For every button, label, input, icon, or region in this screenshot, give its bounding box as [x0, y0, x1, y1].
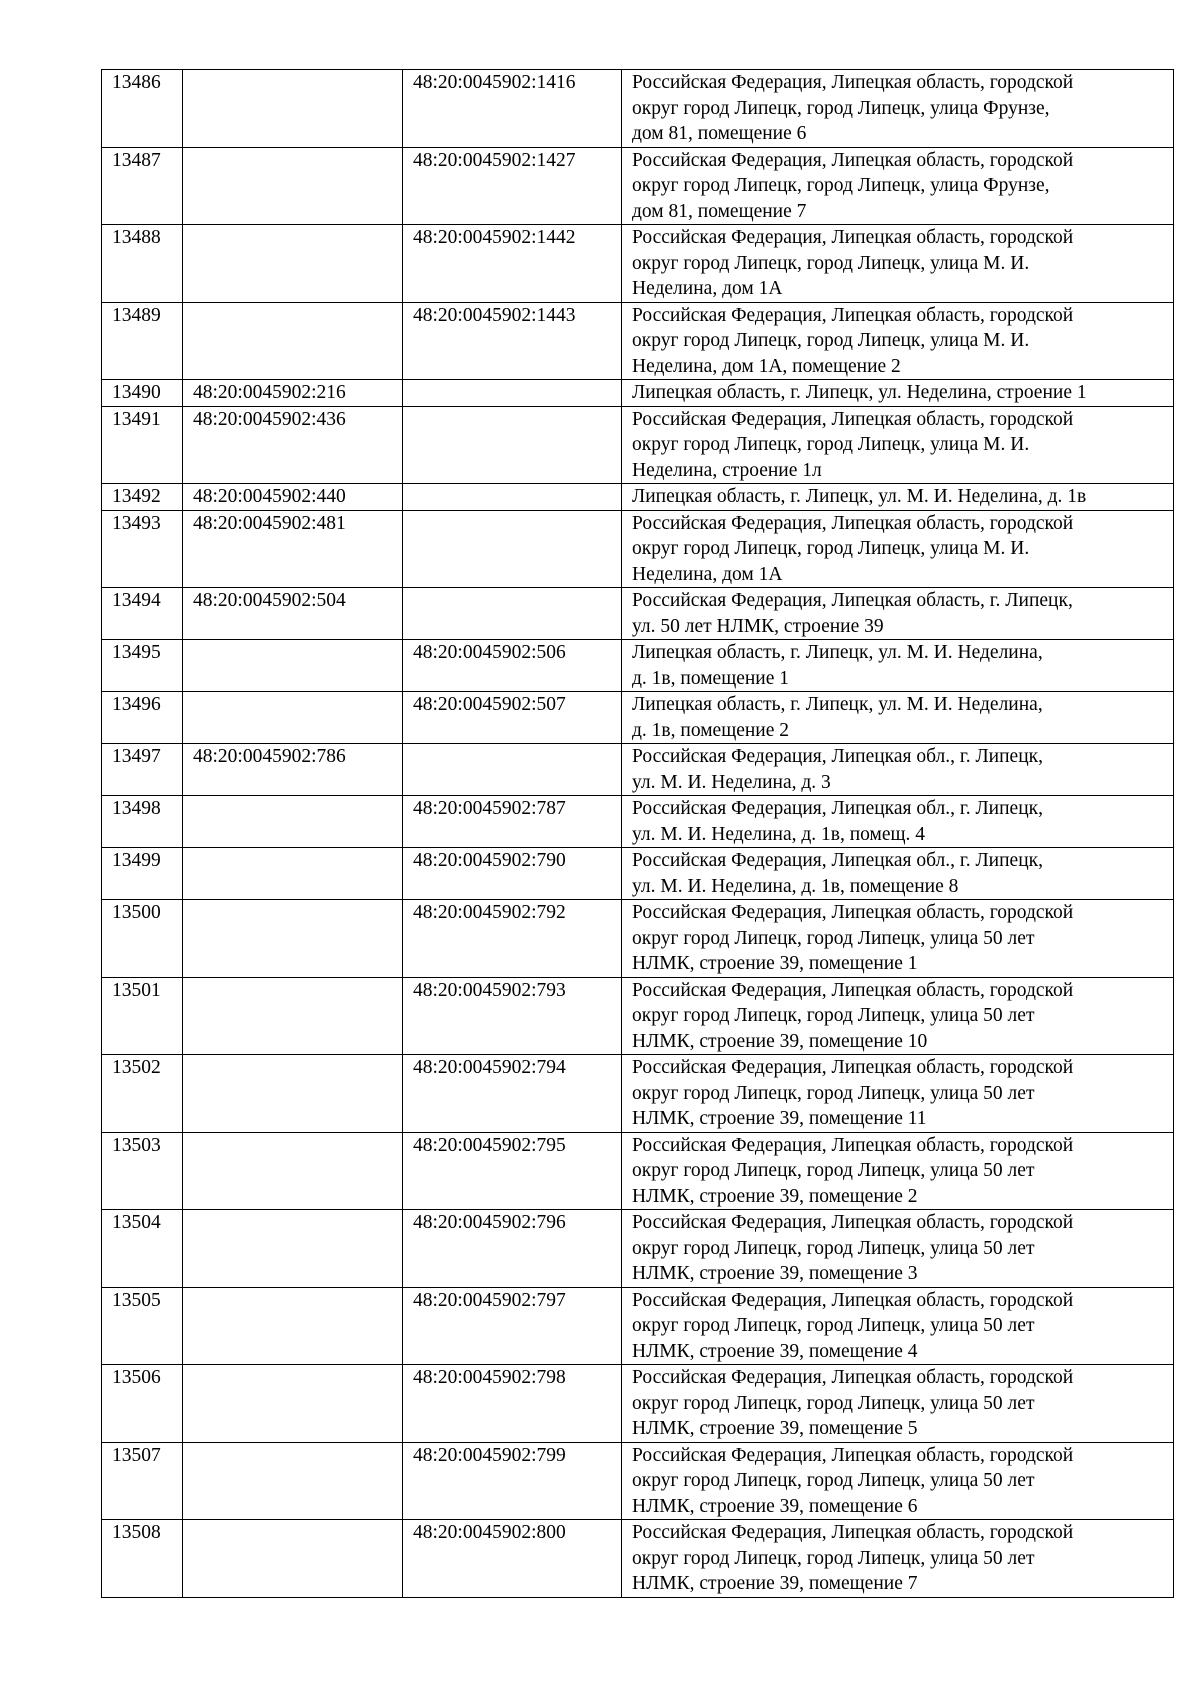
table-row	[102, 406, 1174, 484]
record-number-cell: 13496	[102, 692, 183, 744]
address-line: Российская Федерация, Липецкая область, городской	[632, 1522, 1074, 1543]
address-line: Российская Федерация, Липецкая область, городской	[632, 1134, 1074, 1156]
table-row	[102, 1365, 1174, 1443]
address-cell	[622, 848, 1174, 900]
cadastral-number-cell	[183, 692, 403, 744]
address-line: Российская Федерация, Липецкая область, городской	[632, 408, 1074, 430]
table-row	[102, 588, 1174, 640]
record-number-cell: 13498	[102, 796, 183, 848]
address-line: округ город Липецк, город Липецк, улица М. И.	[632, 538, 1030, 559]
record-number-cell: 13491	[102, 406, 183, 484]
address-line: Российская Федерация, Липецкая область, городской	[632, 227, 1074, 248]
premises-cadastral-number-cell: 48:20:0045902:790	[403, 848, 622, 900]
table-row	[102, 70, 1174, 148]
address-line: НЛМК, строение 39, помещение 1	[632, 953, 918, 974]
address-line: дом 81, помещение 6	[632, 123, 807, 144]
address-line: Липецкая область, г. Липецк, ул. М. И. Неделина, д. 1в	[632, 486, 1087, 507]
address-cell	[622, 70, 1174, 148]
table-row	[102, 1520, 1174, 1598]
address-cell	[622, 1055, 1174, 1133]
address-cell	[622, 977, 1174, 1055]
premises-cadastral-number-cell	[403, 588, 622, 640]
address-line: округ город Липецк, город Липецк, улица 50 лет	[632, 1237, 1035, 1259]
record-number-cell: 13506	[102, 1365, 183, 1443]
premises-cadastral-number-cell: 48:20:0045902:798	[403, 1365, 622, 1443]
address-line: НЛМК, строение 39, помещение 2	[632, 1185, 918, 1207]
cadastral-number-cell	[183, 70, 403, 148]
table-row	[102, 900, 1174, 978]
address-cell	[622, 692, 1174, 744]
address-line: округ город Липецк, город Липецк, улица 50 лет	[632, 1082, 1035, 1104]
address-cell	[622, 1442, 1174, 1520]
record-number-cell: 13504	[102, 1210, 183, 1288]
premises-cadastral-number-cell: 48:20:0045902:794	[403, 1055, 622, 1133]
record-number-cell: 13489	[102, 302, 183, 380]
address-line: Липецкая область, г. Липецк, ул. М. И. Неделина,	[632, 694, 1043, 715]
record-number-cell: 13503	[102, 1132, 183, 1210]
address-line: Российская Федерация, Липецкая область, городской	[632, 1057, 1074, 1078]
address-cell	[622, 147, 1174, 225]
address-cell	[622, 1210, 1174, 1288]
table-row	[102, 1132, 1174, 1210]
address-cell	[622, 588, 1174, 640]
address-cell	[622, 1365, 1174, 1443]
record-number-cell: 13507	[102, 1442, 183, 1520]
address-cell	[622, 1287, 1174, 1365]
address-line: Неделина, строение 1л	[632, 459, 822, 481]
table-row	[102, 225, 1174, 303]
cadastral-number-cell	[183, 1365, 403, 1443]
address-line: Российская Федерация, Липецкая область, городской	[632, 902, 1074, 923]
address-line: Российская Федерация, Липецкая область, городской	[632, 1367, 1074, 1388]
premises-cadastral-number-cell: 48:20:0045902:792	[403, 900, 622, 978]
address-line: округ город Липецк, город Липецк, улица Фрунзе,	[632, 175, 1050, 196]
premises-cadastral-number-cell: 48:20:0045902:796	[403, 1210, 622, 1288]
address-line: Российская Федерация, Липецкая обл., г. Липецк,	[632, 798, 1043, 819]
address-cell	[622, 225, 1174, 303]
table-row	[102, 1287, 1174, 1365]
address-line: округ город Липецк, город Липецк, улица Фрунзе,	[632, 97, 1050, 119]
premises-cadastral-number-cell: 48:20:0045902:800	[403, 1520, 622, 1598]
record-number-cell: 13494	[102, 588, 183, 640]
cadastral-number-cell	[183, 977, 403, 1055]
premises-cadastral-number-cell	[403, 484, 622, 511]
address-line: д. 1в, помещение 1	[632, 667, 790, 689]
record-number-cell: 13499	[102, 848, 183, 900]
address-line: Неделина, дом 1А	[632, 563, 783, 585]
address-line: округ город Липецк, город Липецк, улица 50 лет	[632, 1470, 1035, 1491]
cadastral-number-cell: 48:20:0045902:786	[183, 744, 403, 796]
address-line: округ город Липецк, город Липецк, улица 50 лет	[632, 927, 1035, 949]
cadastral-number-cell	[183, 1132, 403, 1210]
record-number-cell: 13487	[102, 147, 183, 225]
address-cell	[622, 744, 1174, 796]
cadastral-number-cell	[183, 1055, 403, 1133]
address-line: дом 81, помещение 7	[632, 200, 807, 222]
premises-cadastral-number-cell	[403, 744, 622, 796]
address-cell	[622, 380, 1174, 407]
address-line: ул. М. И. Неделина, д. 1в, помещение 8	[632, 875, 959, 897]
address-line: Неделина, дом 1А	[632, 278, 783, 299]
address-line: Российская Федерация, Липецкая область, городской	[632, 512, 1074, 534]
record-number-cell: 13490	[102, 380, 183, 407]
cadastral-number-cell	[183, 1520, 403, 1598]
premises-cadastral-number-cell	[403, 510, 622, 588]
address-line: Российская Федерация, Липецкая обл., г. Липецк,	[632, 746, 1043, 767]
table-row	[102, 692, 1174, 744]
address-line: Российская Федерация, Липецкая область, городской	[632, 1289, 1074, 1311]
premises-cadastral-number-cell: 48:20:0045902:797	[403, 1287, 622, 1365]
address-line: НЛМК, строение 39, помещение 5	[632, 1418, 918, 1439]
address-cell	[622, 510, 1174, 588]
cadastral-number-cell	[183, 302, 403, 380]
address-line: Российская Федерация, Липецкая область, городской	[632, 72, 1074, 93]
address-line: НЛМК, строение 39, помещение 3	[632, 1263, 918, 1284]
premises-cadastral-number-cell: 48:20:0045902:1442	[403, 225, 622, 303]
record-number-cell: 13486	[102, 70, 183, 148]
table-row	[102, 380, 1174, 407]
table-row	[102, 848, 1174, 900]
address-line: округ город Липецк, город Липецк, улица М. И.	[632, 252, 1030, 274]
cadastral-number-cell: 48:20:0045902:481	[183, 510, 403, 588]
record-number-cell: 13492	[102, 484, 183, 511]
address-line: округ город Липецк, город Липецк, улица 50 лет	[632, 1005, 1035, 1026]
record-number-cell: 13508	[102, 1520, 183, 1598]
address-line: округ город Липецк, город Липецк, улица М. И.	[632, 330, 1030, 351]
record-number-cell: 13488	[102, 225, 183, 303]
record-number-cell: 13493	[102, 510, 183, 588]
premises-cadastral-number-cell	[403, 380, 622, 407]
address-line: д. 1в, помещение 2	[632, 719, 790, 741]
cadastral-number-cell	[183, 796, 403, 848]
table-row	[102, 796, 1174, 848]
address-cell	[622, 1132, 1174, 1210]
address-line: Российская Федерация, Липецкая область, городской	[632, 149, 1074, 171]
premises-cadastral-number-cell: 48:20:0045902:793	[403, 977, 622, 1055]
table-row	[102, 977, 1174, 1055]
premises-cadastral-number-cell: 48:20:0045902:795	[403, 1132, 622, 1210]
cadastral-number-cell: 48:20:0045902:436	[183, 406, 403, 484]
premises-cadastral-number-cell: 48:20:0045902:787	[403, 796, 622, 848]
premises-cadastral-number-cell: 48:20:0045902:506	[403, 640, 622, 692]
record-number-cell: 13505	[102, 1287, 183, 1365]
record-number-cell: 13502	[102, 1055, 183, 1133]
table-row	[102, 147, 1174, 225]
address-line: Российская Федерация, Липецкая область, городской	[632, 1212, 1074, 1233]
premises-cadastral-number-cell: 48:20:0045902:507	[403, 692, 622, 744]
record-number-cell: 13501	[102, 977, 183, 1055]
address-line: Липецкая область, г. Липецк, ул. Неделина, строение 1	[632, 382, 1087, 403]
address-line: Российская Федерация, Липецкая область, городской	[632, 1444, 1074, 1466]
address-cell	[622, 1520, 1174, 1598]
premises-cadastral-number-cell	[403, 406, 622, 484]
record-number-cell: 13497	[102, 744, 183, 796]
cadastral-number-cell	[183, 225, 403, 303]
premises-cadastral-number-cell: 48:20:0045902:1427	[403, 147, 622, 225]
cadastral-number-cell	[183, 1442, 403, 1520]
address-line: Неделина, дом 1А, помещение 2	[632, 355, 901, 377]
cadastral-number-cell	[183, 640, 403, 692]
address-line: округ город Липецк, город Липецк, улица 50 лет	[632, 1160, 1035, 1181]
address-line: НЛМК, строение 39, помещение 10	[632, 1030, 928, 1052]
table-row	[102, 744, 1174, 796]
address-line: ул. М. И. Неделина, д. 3	[632, 771, 831, 793]
table-row	[102, 1055, 1174, 1133]
address-line: НЛМК, строение 39, помещение 7	[632, 1573, 918, 1594]
address-line: округ город Липецк, город Липецк, улица 50 лет	[632, 1547, 1035, 1569]
table-row	[102, 1442, 1174, 1520]
address-cell	[622, 900, 1174, 978]
premises-cadastral-number-cell: 48:20:0045902:1416	[403, 70, 622, 148]
address-line: Российская Федерация, Липецкая область, городской	[632, 304, 1074, 326]
cadastral-number-cell	[183, 900, 403, 978]
address-line: ул. М. И. Неделина, д. 1в, помещ. 4	[632, 823, 926, 845]
cadastral-number-cell	[183, 1287, 403, 1365]
registry-table	[101, 69, 1174, 1598]
address-cell	[622, 640, 1174, 692]
cadastral-number-cell	[183, 147, 403, 225]
table-row	[102, 302, 1174, 380]
address-line: ул. 50 лет НЛМК, строение 39	[632, 615, 884, 637]
table-row	[102, 640, 1174, 692]
address-cell	[622, 796, 1174, 848]
premises-cadastral-number-cell: 48:20:0045902:1443	[403, 302, 622, 380]
cadastral-number-cell: 48:20:0045902:216	[183, 380, 403, 407]
record-number-cell: 13500	[102, 900, 183, 978]
address-cell	[622, 406, 1174, 484]
address-line: округ город Липецк, город Липецк, улица 50 лет	[632, 1392, 1035, 1414]
registry-table-body	[102, 70, 1174, 1598]
table-row	[102, 1210, 1174, 1288]
address-line: округ город Липецк, город Липецк, улица 50 лет	[632, 1315, 1035, 1336]
address-line: НЛМК, строение 39, помещение 6	[632, 1495, 918, 1517]
cadastral-number-cell	[183, 848, 403, 900]
cadastral-number-cell	[183, 1210, 403, 1288]
cadastral-number-cell: 48:20:0045902:504	[183, 588, 403, 640]
record-number-cell: 13495	[102, 640, 183, 692]
address-line: Липецкая область, г. Липецк, ул. М. И. Неделина,	[632, 642, 1043, 663]
address-line: Российская Федерация, Липецкая область, городской	[632, 979, 1074, 1001]
address-line: Российская Федерация, Липецкая область, г. Липецк,	[632, 590, 1073, 611]
address-line: НЛМК, строение 39, помещение 11	[632, 1108, 927, 1129]
address-cell	[622, 484, 1174, 511]
address-cell	[622, 302, 1174, 380]
address-line: округ город Липецк, город Липецк, улица М. И.	[632, 434, 1030, 455]
address-line: Российская Федерация, Липецкая обл., г. Липецк,	[632, 850, 1043, 871]
table-row	[102, 510, 1174, 588]
premises-cadastral-number-cell: 48:20:0045902:799	[403, 1442, 622, 1520]
table-row	[102, 484, 1174, 511]
cadastral-number-cell: 48:20:0045902:440	[183, 484, 403, 511]
address-line: НЛМК, строение 39, помещение 4	[632, 1340, 918, 1362]
